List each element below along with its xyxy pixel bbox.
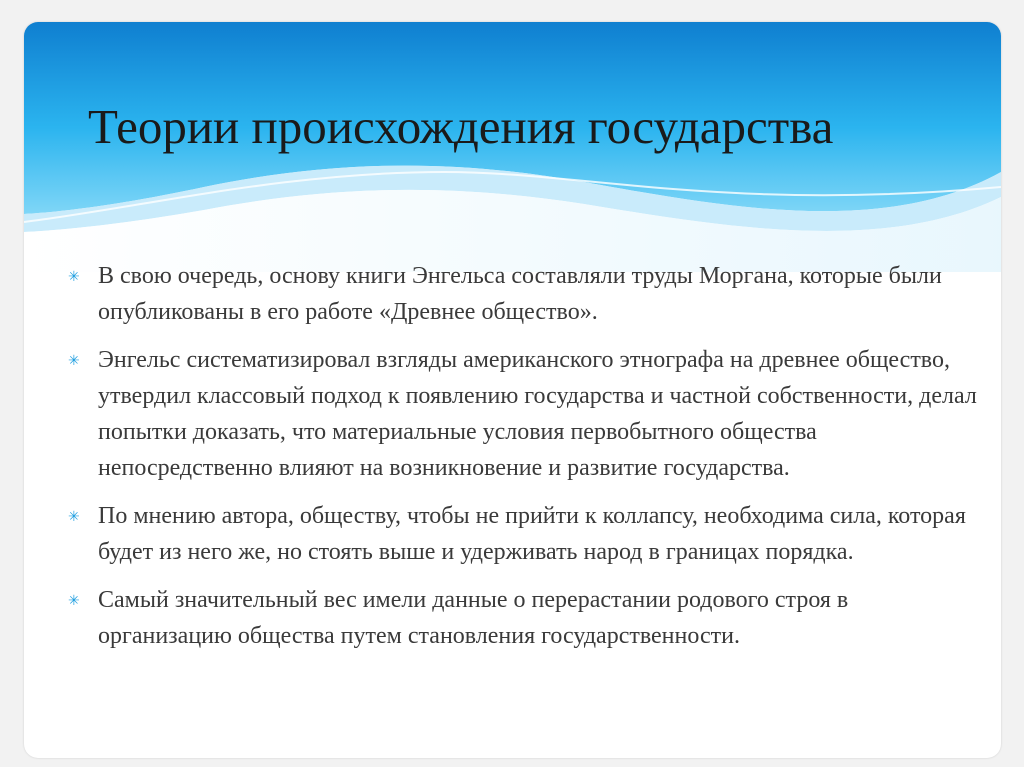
asterisk-bullet-icon: ✳ (68, 509, 80, 525)
asterisk-bullet-icon: ✳ (68, 353, 80, 369)
bullet-item (48, 342, 978, 486)
bullet-text: Самый значительный вес имели данные о перерастании родового строя в организацию общества путем становления государственности. (98, 587, 849, 649)
bullet-text: Энгельс систематизировал взгляды американского этнографа на древнее общество, утвердил классовый подход к появлению государства и частной собственности, делал попытки доказать, что материальные условия первобытного общества непосредственно влияют на возникновение и развитие государства. (98, 347, 977, 481)
asterisk-bullet-icon: ✳ (68, 269, 80, 285)
bullet-text: В свою очередь, основу книги Энгельса составляли труды Моргана, которые были опубликованы в его работе «Древнее общество». (98, 263, 942, 325)
asterisk-bullet-icon: ✳ (68, 593, 80, 609)
bullet-text: По мнению автора, обществу, чтобы не прийти к коллапсу, необходима сила, которая будет из него же, но стоять выше и удерживать народ в границах порядка. (98, 503, 966, 565)
slide (24, 22, 1001, 758)
bullet-item (48, 498, 978, 570)
bullet-item (48, 258, 978, 330)
bullet-item (48, 582, 978, 654)
slide-title: Теории происхождения государства (88, 99, 834, 154)
bullet-list (48, 258, 978, 666)
